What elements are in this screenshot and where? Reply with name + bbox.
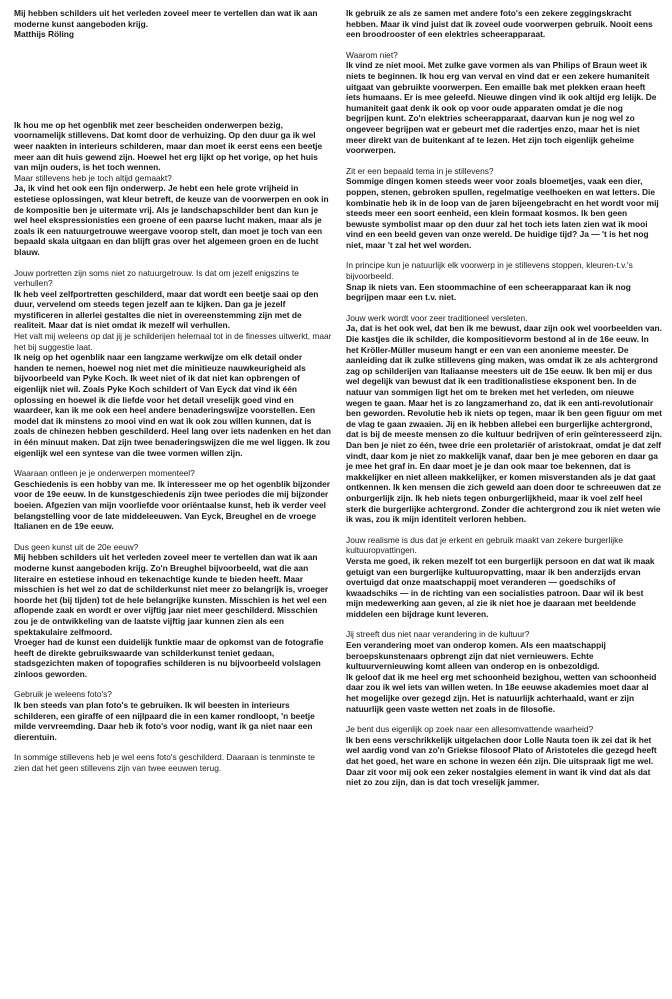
- question-paragraph: In sommige stillevens heb je wel eens foto's geschilderd. Daaraan is tenminste te zien dat het geen stillevens zijn van twee eeuwen terug.: [14, 752, 315, 774]
- question-paragraph: Waaraan ontleen je je onderwerpen momenteel?: [14, 468, 195, 479]
- answer-paragraph: Ja, ik vind het ook een fijn onderwerp. Je hebt een hele grote vrijheid in estetiese oplossingen, wat kleur betreft, de keuze van de voorwerpen en ook in de kompositie ben je uitermate vrij. Als je landschapschilder bent dan kun je wel heel ekspressionisties een groene of een paarse lucht maken, maar als je zoals ik een natuurgetrouwe weergave voorop stelt, dan moet je toch van een bepaald skala uitgaan en dan blijft gras over het algemeen groen en de lucht blauw.: [14, 183, 329, 257]
- answer-paragraph: Mij hebben schilders uit het verleden zoveel meer te vertellen dan wat ik aan moderne kunst aangeboden krijg. Zo'n Breughel bijvoorbeeld, wat die aan literaire en estetiese inhoud en tekenachtige kunde te bieden heeft. Maar misschien is het wel zo dat de schilderkunst niet meer zo belangrijk is, vroeger hoorde het (bij tijden) tot de hele belangrijke kunsten. Misschien is het wel een aflopende zaak en wordt er over vijftig jaar niet meer geschilderd. Misschien zou je de ontwikkeling van de laatste vijftig jaar kunnen zien als een spektakulaire zelfmoord. Vroeger had de kunst een duidelijk funktie maar de opkomst van de fotografie heeft de direkte gebruikswaarde van schilderkunst teniet gedaan, stadsgezichten maken of topografies schilderen is nu bijvoorbeeld volslagen zinloos geworden.: [14, 552, 329, 679]
- question-paragraph: In principe kun je natuurlijk elk voorwerp in je stillevens stoppen, kleuren-t.v.'s bijvoorbeeld.: [346, 260, 633, 282]
- answer-paragraph: Snap ik niets van. Een stoommachine of een scheerapparaat kan ik nog begrijpen maar een t.v. niet.: [346, 281, 631, 303]
- right-column: [346, 8, 662, 788]
- answer-paragraph: Sommige dingen komen steeds weer voor zoals bloemetjes, vaak een dier, poppen, stenen, gebroken spullen, regelmatige veelhoeken en wat letters. Die kombinatie heb ik in de loop van de jaren bijeengebracht en het wordt voor mij steeds meer een soort eenheid, een klein formaat kosmos. Ik ben geen bewuste symbolist maar op den duur zal het toch iets laten zien wat ik mooi vind en een beeld geven van onze wereld. De huidige tijd? Ja — 't is het nog niet, maar 't zal het wel worden.: [346, 176, 659, 250]
- answer-paragraph: Een verandering moet van onderop komen. Als een maatschappij beroepskunstenaars opbrengt zijn dat niet vernieuwers. Echte kultuurvernieuwing komt alleen van onderop en is onbezoldigd. Ik geloof dat ik me heel erg met schoonheid bezighou, wetten van schoonheid daar zou ik wel iets van willen weten. In 18e eeuwse akademies moet daar al het mogelijke over gezegd zijn. Het is natuurlijk achterhaald, want er zijn natuurlijk geen vaste wetten net zoals in de filosofie.: [346, 640, 657, 714]
- author-name: Matthijs Röling: [14, 29, 75, 40]
- question-paragraph: Jouw realisme is dus dat je erkent en gebruik maakt van zekere burgerlijke kultuuropvattingen.: [346, 534, 623, 556]
- left-column: [14, 8, 332, 774]
- question-paragraph: Dus geen kunst uit de 20e eeuw?: [14, 541, 139, 552]
- answer-paragraph: Geschiedenis is een hobby van me. Ik interesseer me op het ogenblik bijzonder voor de 19e eeuw. In de kunstgeschiedenis zijn twee periodes die mij bijzonder boeien. Afgezien van mijn voorliefde voor oriëntaalse kunst, heb ik verder veel belangstelling voor de late middeleeuwen. Van Eyck, Breughel en de vroege Italianen en de 19e eeuw.: [14, 478, 331, 532]
- question-paragraph: Jij streeft dus niet naar verandering in de kultuur?: [346, 629, 530, 640]
- answer-paragraph: Ik gebruik ze als ze samen met andere foto's een zekere zeggingskracht hebben. Maar ik vind juist dat ik zoveel oude voorwerpen gebruik. Nooit eens een broodrooster of een elektries scheerapparaat.: [346, 8, 653, 40]
- question-paragraph: Het valt mij weleens op dat jij je schilderijen helemaal tot in de finesses uitwerkt, maar het bij suggestie laat.: [14, 331, 332, 352]
- question-paragraph: Zit er een bepaald tema in je stillevens?: [346, 165, 494, 176]
- question-paragraph: Jouw werk wordt voor zeer traditioneel versleten.: [346, 312, 528, 323]
- question-paragraph: Waarom niet?: [346, 49, 398, 60]
- question-paragraph: Maar stillevens heb je toch altijd gemaakt?: [14, 172, 172, 183]
- answer-paragraph: Versta me goed, ik reken mezelf tot een burgerlijk persoon en dat wat ik maak getuigt van een burgerlijke kultuuropvatting, maar ik ben anderzijds ervan overtuigd dat onze maatschappij moet veranderen — goedschiks of kwaadschiks — in de richting van een socialisties patroon. Daar wil ik best mijn medewerking aan geven, al zie ik niet hoe je daaraan met beeldende middelen een bijdrage kunt leveren.: [346, 555, 655, 619]
- question-paragraph: Je bent dus eigenlijk op zoek naar een allesomvattende waarheid?: [346, 724, 594, 735]
- answer-paragraph: Ik ben steeds van plan foto's te gebruiken. Ik wil beesten in interieurs schilderen, een giraffe of een nijlpaard die in een kamer rondloopt, 'n beetje milde vervreemding. Daar heb ik foto's voor nodig, want ik ga niet naar een dierentuin.: [14, 700, 315, 742]
- answer-paragraph: Ja, dat is het ook wel, dat ben ik me bewust, daar zijn ook wel voorbeelden van. Die kastjes die ik schilder, die kompositievorm bestond al in de 16e eeuw. In het Kröller-Müller museum hangt er een van een anoniemе meester. De aanleiding dat ik zulke stillevens ging maken, was omdat ik ze als achtergrond zag op schilderijen van Italiaanse meesters uit de 15e eeuw. Ik ben mij er dus wel degelijk van bewust dat ik een traditionalistiese eksponent ben. In de natuur van sommigen ligt het om te breken met het verleden, om nieuwe wegen te gaan. Maar het is zo langzamerhand zo, dat ik een anti-revolutionair ben geworden. Revolutie heb ik niets op tegen, maar ik ben geen figuur om met de vlag te gaan zwaaien. Jij en ik hebben allebei een burgerlijke achtergrond, dat is bij de meeste mensen zo die kultuur bedrijven of erin geïnteresseerd zijn. Dan ben je niet zo één, twee drie een proletariër of aristokraat, omdat je dat zelf vindt, daar kom je niet zo makkelijk vanaf, daar ben je mee geboren en daar ga je mee het graf in. En daar moet je je dan ook maar toe bekennen, dat is makkelijker en niet alleen makkelijker, er komen misverstanden als je dat gaat ontkennen. Ik ken mensen die zich geweld aan doen door te schreeuwen dat ze onburgerlijk zijn. Ik heb niets tegen onburgerlijkheid, maar ik voel zelf heel sterk die burgerlijke achtergrond. Zonder die achtergrond zou ik niet weten wie ik was, zou ik mijn identiteit verloren hebben.: [346, 323, 663, 525]
- answer-paragraph: Ik heb veel zelfportretten geschilderd, maar dat wordt een beetje saai op den duur, vervelend om steeds tegen jezelf aan te kijken. Dan ga je jezelf mystificeren in allerlei gestaltes die niet in overeenstemming zijn met de realiteit. Maar dat is niet omdat ik mezelf wil verhullen.: [14, 288, 319, 331]
- question-paragraph: Jouw portretten zijn soms niet zo natuurgetrouw. Is dat om jezelf enigszins te verhullen?: [14, 267, 299, 289]
- answer-paragraph: Ik vind ze niet mooi. Met zulke gave vormen als van Philips of Braun weet ik niets te beginnen. Ik hou erg van verval en vind dat er een zekere humaniteit uitgaat van gebruikte voorwerpen. Een emaille bak met plekken eraan heeft iets humaans. Er is mee geleefd. Nieuwe dingen vind ik ook altijd erg lelijk. De humaniteit gaat denk ik ook op voor oude apparaten omdat je die nog begrijpen kunt. Zo'n elektries scheerapparaat, daarvan kun je nog wel zo ongeveer begrijpen wat er gebeurt met die radertjes enzo, maar het is niet meer direkt van de buitenkant af te lezen. Het zijn toch eigenlijk geheime voorwerpen.: [346, 60, 657, 156]
- answer-paragraph: Ik neig op het ogenblik naar een langzame werkwijze om elk detail onder handen te nemen, hoewel nog niet met die minitieuze nauwkeurigheid als bijvoorbeeld van Pyke Koch. Ik weet niet of ik dat niet kan opbrengen of eigenlijk niet wil. Zoals Pyke Koch schildert of Van Eyck dat vind ik één oplossing en hoewel ik die liefde voor het detail vreselijk goed vind en waardeer, kan ik me ook een heel andere benaderingswijze voorstellen. Een model dat ik minstens zo mooi vind en wat ik ook zou willen kunnen, dat is zoals de chinezen hebben geschilderd. Heel lang over iets nadenken en het dan in één minuut maken. Dat zijn twee benaderingswijzen die me wel liggen. Ik zou eigenlijk wel een syntese van die twee vormen willen zijn.: [14, 352, 331, 458]
- answer-paragraph: Ik ben eens verschrikkelijk uitgelachen door Lolle Nauta toen ik zei dat ik het wel aardig vond van zo'n Griekse filosoof Plato of Aristoteles die gezegd heeft dat het goed, het ware en schone in wezen één zijn. Die uitspraak ligt me wel. Daar zit voor mij ook een zeker nostalgies element in want ik vind dat als dat niet zo zou zijn, dan is dat toch vreselijk jammer.: [346, 734, 657, 788]
- answer-paragraph: Ik hou me op het ogenblik met zeer bescheiden onderwerpen bezig, voornamelijk stillevens. Dat komt door de verhuizing. Op den duur ga ik wel weer naakten in interieurs schilderen, maar dan moet ik eerst eens een beetje meer aan dit huis gewend zijn. Hoewel het erg lijkt op het vorige, op het huis van mijn ouders, is het toch wennen.: [14, 119, 323, 173]
- intro-quote: Mij hebben schilders uit het verleden zoveel meer te vertellen dan wat ik aan moderne kunst aangeboden krijg.: [14, 8, 318, 29]
- question-paragraph: Gebruik je weleens foto's?: [14, 689, 112, 700]
